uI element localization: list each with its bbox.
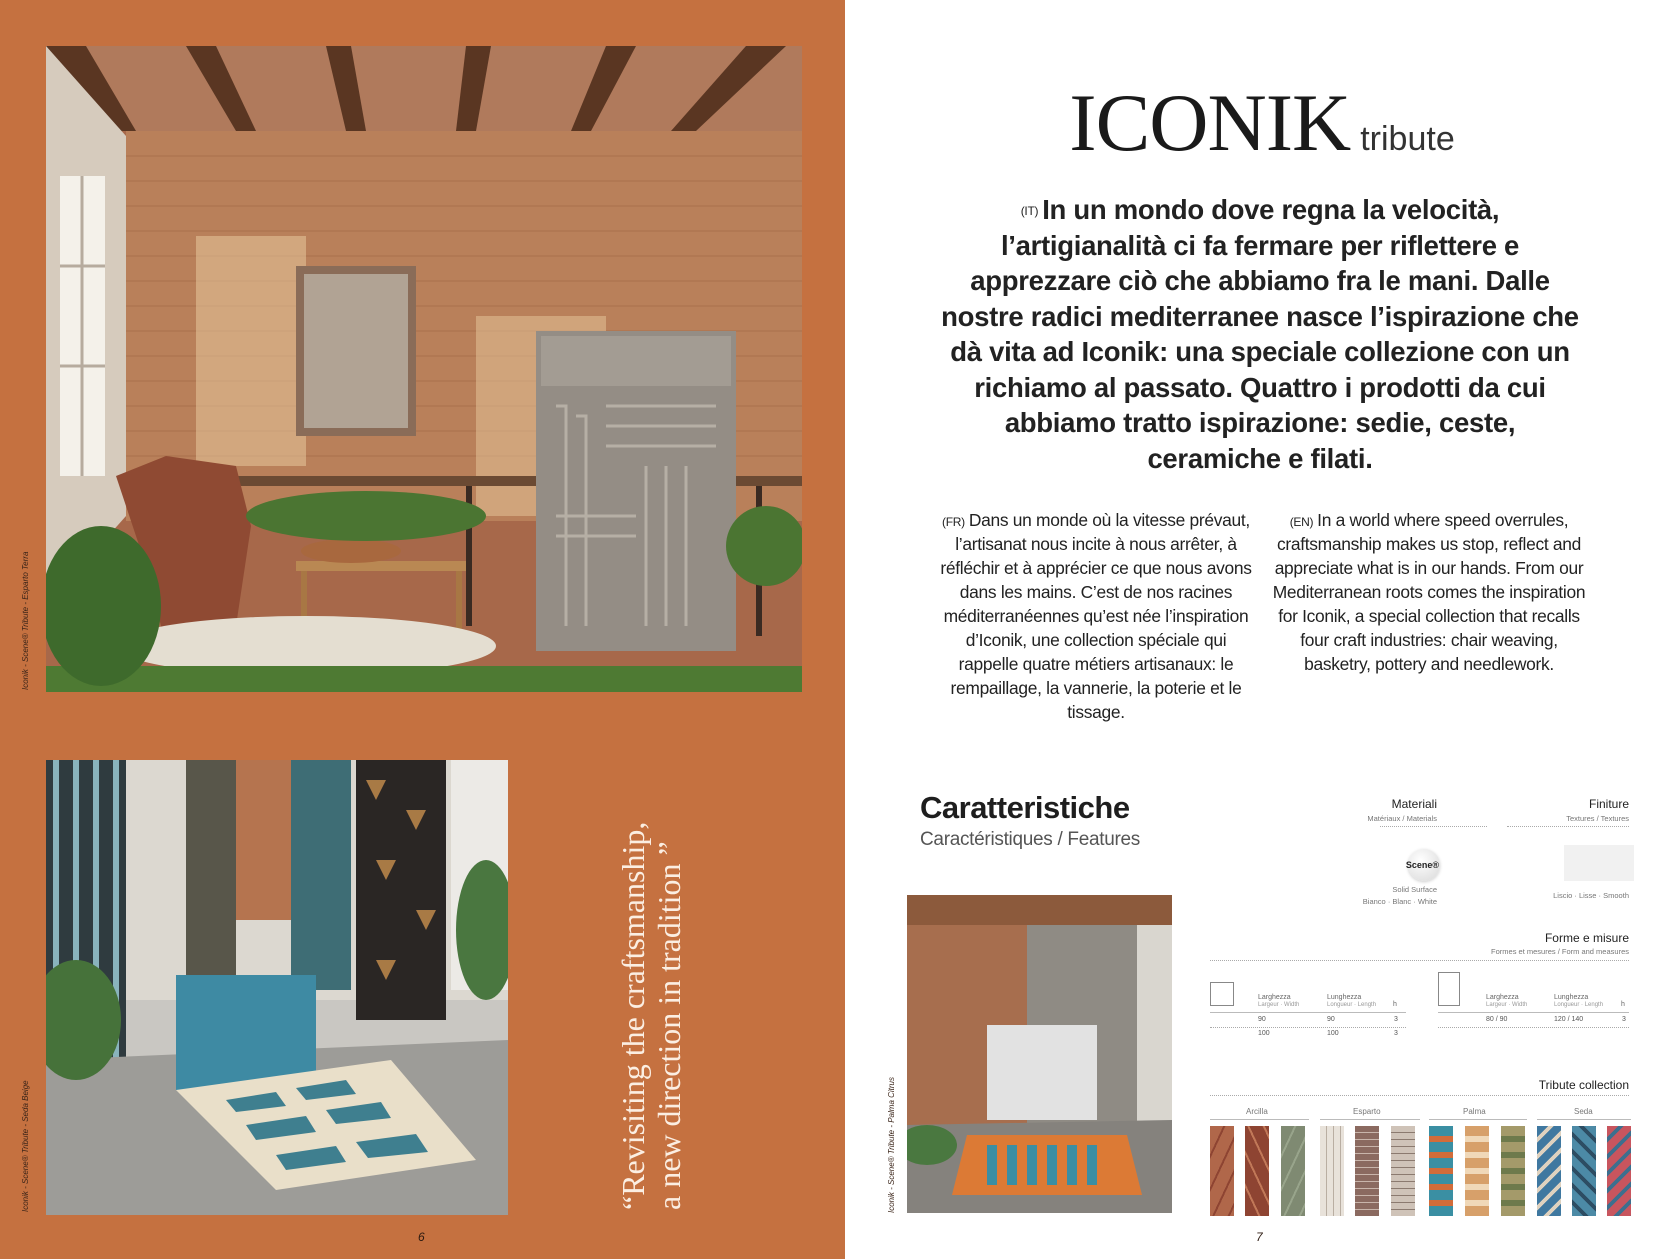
features-title: Caratteristiche	[920, 790, 1130, 825]
group-label-seda: Seda	[1574, 1107, 1593, 1116]
materials-rule	[1380, 826, 1487, 827]
finish-swatch-smooth	[1564, 845, 1634, 881]
intro-french-text: Dans un monde où la vitesse prévaut, l’artisanat nous incite à nous arrêter, à réfléchir et à apprécier ce que nous avons dans les mains. C’est de nos racines méditerranéennes qu’est née l’inspiration d’Iconik, une collection spéciale qui rappelle quatre métiers artisanaux: le rempaillage, la vannerie, la poterie et le tissage.	[940, 510, 1252, 722]
table2-header-length: Lunghezza	[1554, 994, 1589, 1001]
finishes-title: Finiture	[1588, 797, 1629, 811]
product-photo-caption: Iconik - Scene® Tribute - Palma Citrus	[887, 1076, 896, 1213]
collection-title	[845, 76, 1679, 170]
forms-subtitle: Formes et mesures / Form and measures	[1491, 947, 1629, 956]
table1-row1-width: 90	[1258, 1016, 1266, 1023]
intro-english	[1270, 508, 1588, 676]
rectangle-shape-icon	[1438, 972, 1460, 1006]
table2-rule-2	[1438, 1027, 1629, 1028]
group-rule-palma	[1429, 1119, 1527, 1120]
table1-subheader-width: Largeur · Width	[1258, 1002, 1300, 1008]
swatch-arcilla-2	[1245, 1126, 1269, 1216]
material-line-2: Bianco · Blanc · White	[1362, 897, 1437, 906]
swatch-seda-3	[1607, 1126, 1631, 1216]
interior-photo-bottom	[46, 760, 508, 1215]
swatch-palma-1	[1429, 1126, 1453, 1216]
swatch-seda-2	[1572, 1126, 1596, 1216]
material-line-1: Solid Surface	[1392, 885, 1437, 894]
swatch-esparto-2	[1355, 1126, 1379, 1216]
swatch-palma-3	[1501, 1126, 1525, 1216]
table1-row2-h: 3	[1394, 1030, 1398, 1037]
table1-row2-width: 100	[1258, 1030, 1270, 1037]
table1-subheader-length: Longueur · Length	[1327, 1002, 1377, 1008]
finishes-rule	[1507, 826, 1629, 827]
title-iconik: ICONIK	[1069, 77, 1351, 168]
lang-tag-it: (IT)	[1020, 204, 1039, 218]
swatch-esparto-3	[1391, 1126, 1415, 1216]
intro-italian	[940, 192, 1580, 476]
forms-rule	[1210, 960, 1629, 961]
table1-header-length: Lunghezza	[1327, 994, 1362, 1001]
table1-row2-length: 100	[1327, 1030, 1339, 1037]
swatch-arcilla-1	[1210, 1126, 1234, 1216]
features-subtitle: Caractéristiques / Features	[920, 829, 1140, 850]
table1-rule-1	[1210, 1012, 1406, 1013]
table2-subheader-width: Largeur · Width	[1486, 1002, 1528, 1008]
table2-row1-width: 80 / 90	[1486, 1016, 1508, 1023]
intro-italian-text: In un mondo dove regna la velocità, l’artigianalità ci fa fermare per riflettere e apprezzare ciò che abbiamo fra le mani. Dalle nostre radici mediterranee nasce l’ispirazione che dà vita ad Iconik: una speciale collezione con un richiamo al passato. Quattro i prodotti da cui abbiamo tratto ispirazione: sedie, ceste, ceramiche e filati.	[941, 194, 1579, 474]
table1-row1-length: 90	[1327, 1016, 1335, 1023]
swatch-palma-2	[1465, 1126, 1489, 1216]
photo-caption-bottom: Iconik - Scene® Tribute - Seda Beige	[21, 1080, 30, 1212]
page-number-right: 7	[1256, 1230, 1263, 1244]
table2-row1-h: 3	[1622, 1016, 1626, 1023]
title-tribute: tribute	[1360, 120, 1455, 158]
material-brand: Scene®	[1405, 860, 1439, 870]
intro-english-text: In a world where speed overrules, craftsmanship makes us stop, reflect and appreciate what is in our hands. From our Mediterranean roots comes the inspiration for Iconik, a special collection that recalls four craft industries: chair weaving, basketry, pottery and needlework.	[1272, 510, 1586, 674]
group-label-arcilla: Arcilla	[1246, 1107, 1268, 1116]
table2-subheader-length: Longueur · Length	[1554, 1002, 1604, 1008]
swatch-seda-1	[1537, 1126, 1561, 1216]
pull-quote-line-2: a new direction in tradition ”	[651, 841, 687, 1210]
product-photo	[907, 895, 1172, 1213]
swatch-esparto-1	[1320, 1126, 1344, 1216]
table2-header-width: Larghezza	[1486, 994, 1519, 1001]
collection-rule	[1210, 1095, 1629, 1096]
collection-heading: Tribute collection	[1538, 1078, 1629, 1092]
table2-row1-length: 120 / 140	[1554, 1016, 1584, 1023]
group-label-palma: Palma	[1463, 1107, 1486, 1116]
right-page	[845, 0, 1679, 1259]
intro-french	[937, 508, 1255, 724]
materials-subtitle: Matériaux / Materials	[1367, 814, 1437, 823]
table1-header-h: h	[1393, 1001, 1397, 1008]
photo-caption-top: Iconik - Scene® Tribute - Esparto Terra	[21, 551, 30, 690]
group-rule-arcilla	[1210, 1119, 1309, 1120]
materials-title: Materiali	[1391, 797, 1437, 811]
swatch-arcilla-3	[1281, 1126, 1305, 1216]
group-rule-seda	[1537, 1119, 1631, 1120]
table1-row1-h: 3	[1394, 1016, 1398, 1023]
page-number-left: 6	[418, 1230, 425, 1244]
forms-title: Forme e misure	[1544, 931, 1629, 945]
group-rule-esparto	[1320, 1119, 1420, 1120]
table1-header-width: Larghezza	[1258, 994, 1291, 1001]
finishes-subtitle: Textures / Textures	[1566, 814, 1629, 823]
lang-tag-fr: (FR)	[942, 515, 965, 529]
table2-header-h: h	[1621, 1001, 1625, 1008]
lang-tag-en: (EN)	[1289, 515, 1314, 529]
finish-name: Liscio · Lisse · Smooth	[1553, 891, 1629, 900]
square-shape-icon	[1210, 982, 1234, 1006]
pull-quote-line-1: “Revisiting the craftsmanship,	[615, 821, 651, 1210]
table1-rule-2	[1210, 1027, 1406, 1028]
table2-rule-1	[1438, 1012, 1629, 1013]
interior-photo-top	[46, 46, 802, 692]
group-label-esparto: Esparto	[1353, 1107, 1381, 1116]
pull-quote	[615, 790, 687, 1210]
